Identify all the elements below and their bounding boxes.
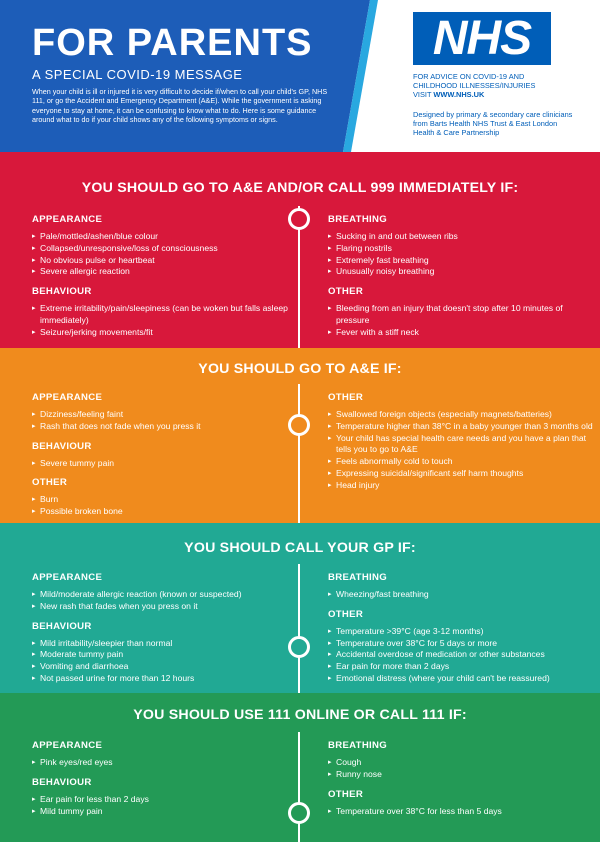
advice-line-1: FOR ADVICE ON COVID-19 AND: [413, 72, 525, 81]
symptom-item: ▸ Collapsed/unresponsive/loss of consciousness: [32, 243, 288, 255]
symptom-item: ▸ Feels abnormally cold to touch: [328, 456, 596, 468]
section-heading: YOU SHOULD USE 111 ONLINE OR CALL 111 IF:: [133, 707, 467, 723]
symptom-list: [328, 589, 596, 601]
symptom-item: ▸ Temperature >39°C (age 3-12 months): [328, 626, 596, 638]
symptom-item: ▸ Pink eyes/red eyes: [32, 757, 288, 769]
section-divider: [298, 384, 300, 523]
nhs-website-link[interactable]: WWW.NHS.UK: [433, 90, 485, 100]
subsection-title: OTHER: [32, 477, 68, 489]
symptom-item: ▸ Severe tummy pain: [32, 458, 288, 470]
subsection-title: APPEARANCE: [32, 214, 103, 225]
symptom-item: ▸ Sucking in and out between ribs: [328, 231, 596, 243]
section-heading: YOU SHOULD CALL YOUR GP IF:: [184, 540, 416, 556]
section-band: [0, 152, 600, 348]
page-title: FOR PARENTS: [32, 22, 313, 64]
symptom-item: ▸ Rash that does not fade when you press it: [32, 421, 288, 433]
symptom-item: ▸ Possible broken bone: [32, 506, 288, 518]
symptom-item: ▸ Runny nose: [328, 769, 596, 781]
symptom-item: ▸ Mild irritability/sleepier than normal: [32, 638, 288, 650]
section-divider: [298, 564, 300, 693]
symptom-list: [32, 494, 288, 518]
advice-line-2: CHILDHOOD ILLNESSES/INJURIES: [413, 81, 536, 91]
section-column-left: [32, 572, 288, 693]
symptom-item: ▸ Unusually noisy breathing: [328, 266, 596, 278]
advice-text: [413, 72, 563, 100]
symptom-item: ▸ Seizure/jerking movements/fit: [32, 327, 288, 339]
subsection-title: OTHER: [328, 608, 364, 620]
symptom-item: ▸ Temperature over 38°C for 5 days or more: [328, 638, 596, 650]
symptom-item: ▸ No obvious pulse or heartbeat: [32, 255, 288, 267]
subsection-title: BEHAVIOUR: [32, 286, 92, 298]
section-column-right: [328, 572, 596, 693]
advice-visit: VISIT: [413, 90, 432, 100]
subsection-title: OTHER: [328, 788, 364, 800]
symptom-list: [32, 303, 288, 338]
section-band: [0, 693, 600, 842]
subsection-title: APPEARANCE: [32, 392, 103, 403]
symptom-list: [328, 409, 596, 492]
symptom-item: ▸ Extreme irritability/pain/sleepiness (can be woken but falls asleep immediately): [32, 303, 288, 327]
page-subtitle: A SPECIAL COVID-19 MESSAGE: [32, 67, 243, 82]
symptom-item: ▸ New rash that fades when you press on it: [32, 601, 288, 613]
divider-circle-icon: [288, 414, 310, 436]
symptom-item: ▸ Temperature higher than 38°C in a baby younger than 3 months old: [328, 421, 596, 433]
symptom-item: ▸ Swallowed foreign objects (especially magnets/batteries): [328, 409, 596, 421]
subsection-title: APPEARANCE: [32, 572, 103, 583]
subsection-title: BEHAVIOUR: [32, 776, 92, 788]
section-column-left: [32, 392, 288, 526]
divider-circle-icon: [288, 208, 310, 230]
intro-text: When your child is ill or injured it is very difficult to decide if/when to call your child's GP, NHS 111, or go the Accident and Emergency Department (A&E). While the government is asking everyone to stay at home, it can be confusing to know what to do. Here is some guidance around what to do if your child shows any of the following symptoms or signs.: [32, 87, 328, 124]
symptom-list: [328, 806, 596, 818]
symptom-item: ▸ Mild/moderate allergic reaction (known or suspected): [32, 589, 288, 601]
symptom-item: ▸ Cough: [328, 757, 596, 769]
symptom-item: ▸ Burn: [32, 494, 288, 506]
subsection-title: BEHAVIOUR: [32, 440, 92, 452]
section-column-left: [32, 214, 288, 347]
section-heading: YOU SHOULD GO TO A&E AND/OR CALL 999 IMMEDIATELY IF:: [81, 180, 519, 196]
subsection-title: BEHAVIOUR: [32, 620, 92, 632]
section-divider: [298, 732, 300, 842]
nhs-logo: NHS: [413, 12, 551, 65]
symptom-item: ▸ Flaring nostrils: [328, 243, 596, 255]
subsection-title: APPEARANCE: [32, 740, 103, 751]
symptom-item: ▸ Wheezing/fast breathing: [328, 589, 596, 601]
header: [0, 0, 600, 152]
symptom-list: [32, 409, 288, 433]
subsection-title: BREATHING: [328, 214, 388, 225]
symptom-list: [32, 458, 288, 470]
symptom-item: ▸ Severe allergic reaction: [32, 266, 288, 278]
symptom-item: ▸ Expressing suicidal/significant self harm thoughts: [328, 468, 596, 480]
symptom-item: ▸ Head injury: [328, 480, 596, 492]
symptom-item: ▸ Moderate tummy pain: [32, 649, 288, 661]
symptom-item: ▸ Mild tummy pain: [32, 806, 288, 818]
symptom-item: ▸ Ear pain for less than 2 days: [32, 794, 288, 806]
section-heading: YOU SHOULD GO TO A&E IF:: [198, 361, 402, 377]
symptom-list: [328, 757, 596, 781]
symptom-item: ▸ Emotional distress (where your child can't be reassured): [328, 673, 596, 685]
symptom-item: ▸ Extremely fast breathing: [328, 255, 596, 267]
symptom-list: [32, 757, 288, 769]
symptom-item: ▸ Bleeding from an injury that doesn't stop after 10 minutes of pressure: [328, 303, 596, 327]
symptom-list: [328, 303, 596, 338]
symptom-item: ▸ Fever with a stiff neck: [328, 327, 596, 339]
symptom-item: ▸ Ear pain for more than 2 days: [328, 661, 596, 673]
symptom-item: ▸ Vomiting and diarrhoea: [32, 661, 288, 673]
symptom-item: ▸ Accidental overdose of medication or other substances: [328, 649, 596, 661]
subsection-title: OTHER: [328, 286, 364, 298]
symptom-list: [328, 231, 596, 278]
subsection-title: BREATHING: [328, 572, 388, 583]
symptom-list: [32, 638, 288, 685]
symptom-list: [328, 626, 596, 685]
symptom-list: [32, 231, 288, 278]
section-band: [0, 523, 600, 693]
advice-line-3: [413, 90, 563, 99]
section-column-right: [328, 392, 596, 500]
symptom-item: ▸ Pale/mottled/ashen/blue colour: [32, 231, 288, 243]
symptom-list: [32, 589, 288, 613]
subsection-title: BREATHING: [328, 740, 388, 751]
section-column-left: [32, 740, 288, 825]
section-band: [0, 348, 600, 523]
symptom-item: ▸ Dizziness/feeling faint: [32, 409, 288, 421]
section-column-right: [328, 214, 596, 347]
symptom-item: ▸ Not passed urine for more than 12 hours: [32, 673, 288, 685]
symptom-item: ▸ Your child has special health care needs and you have a plan that tells you to go to A&E: [328, 433, 596, 457]
symptom-item: ▸ Temperature over 38°C for less than 5 days: [328, 806, 596, 818]
divider-circle-icon: [288, 802, 310, 824]
symptom-list: [32, 794, 288, 818]
subsection-title: OTHER: [328, 392, 364, 403]
section-column-right: [328, 740, 596, 825]
credit-text: Designed by primary & secondary care clinicians from Barts Health NHS Trust & East London Health & Care Partnership: [413, 110, 573, 138]
divider-circle-icon: [288, 636, 310, 658]
